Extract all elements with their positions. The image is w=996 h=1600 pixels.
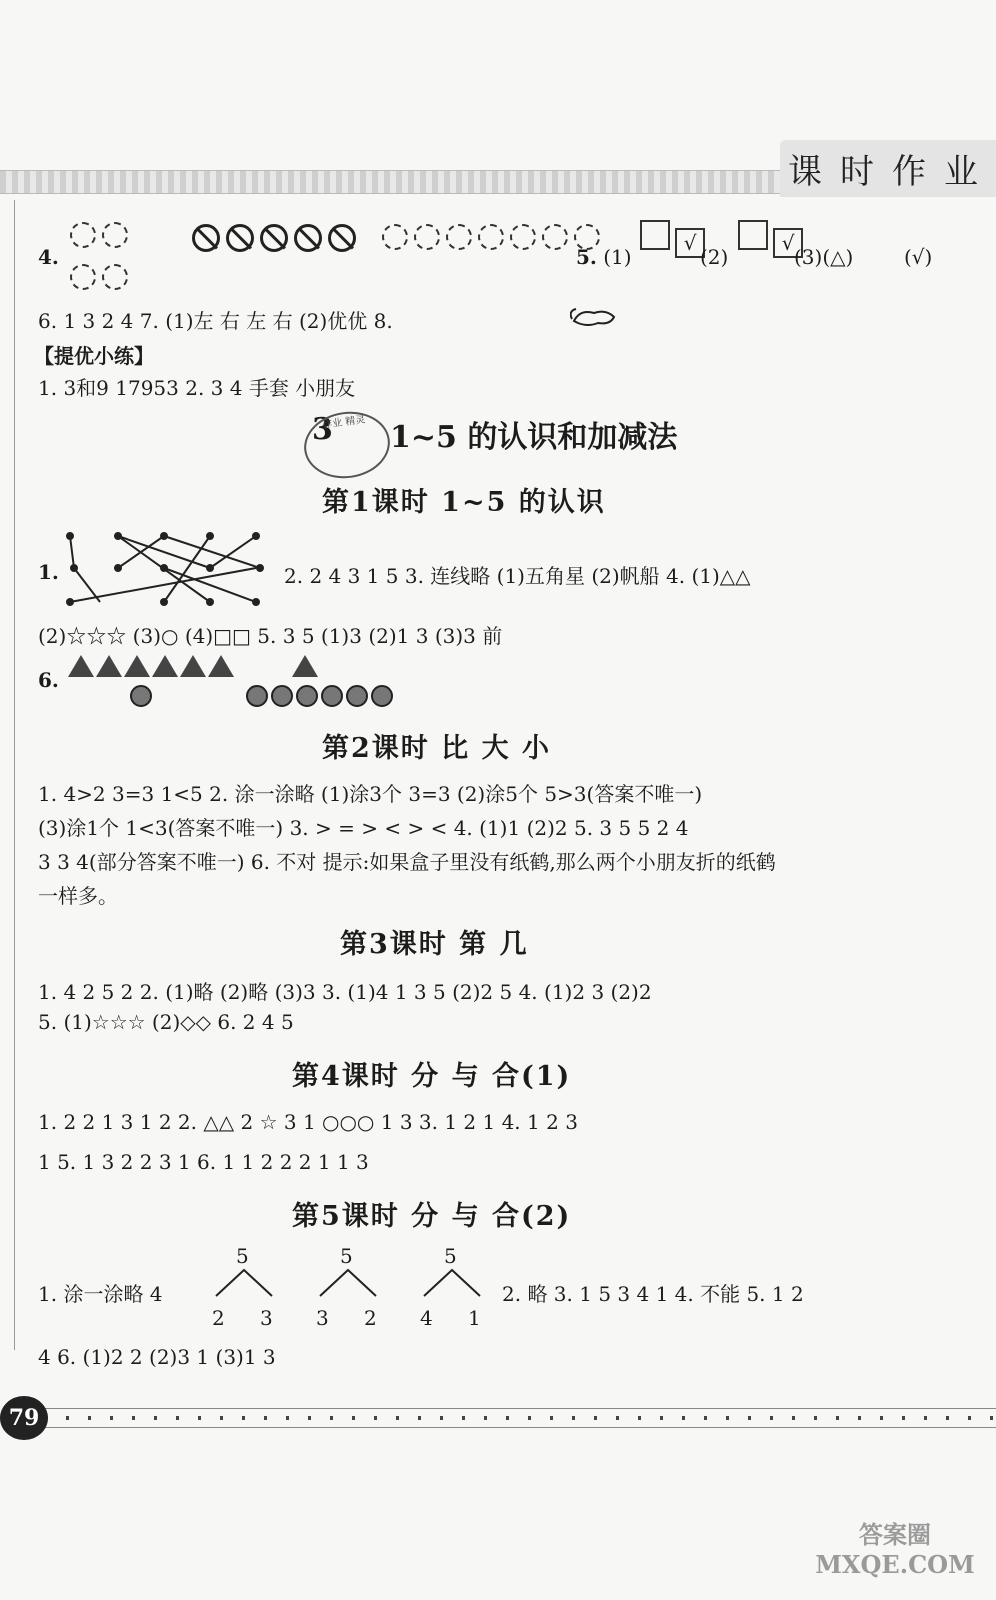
q5-part2: (2) <box>700 245 729 269</box>
page-number-badge: 79 <box>0 1396 48 1440</box>
empty-box-icon <box>738 220 768 250</box>
tree-top: 5 <box>340 1244 353 1268</box>
crossed-circles-group <box>192 224 362 256</box>
lesson5-line2: 4 6. (1)2 2 (2)3 1 (3)1 3 <box>38 1345 276 1369</box>
number-tree <box>208 1244 280 1334</box>
tree-left: 3 <box>316 1306 329 1330</box>
unit-title: 1~5 的认识和加减法 <box>390 420 678 455</box>
single-dot <box>130 685 155 711</box>
stamp-seal: 作业 精灵 <box>300 406 394 483</box>
triangle-icon <box>208 655 234 677</box>
answer-line-6-8: 6. 1 3 2 4 7. (1)左 右 左 右 (2)优优 8. <box>38 309 393 333</box>
lesson2-title: 第2课时 比 大 小 <box>322 733 551 764</box>
dashed-circle-icon <box>70 264 96 290</box>
number-tree <box>416 1244 488 1334</box>
triangle-icon <box>68 655 94 677</box>
q5-line <box>576 245 632 269</box>
dashed-circles-group-b <box>382 224 606 254</box>
dashed-circle-icon <box>382 224 408 250</box>
lesson4-line2: 1 5. 1 3 2 2 3 1 6. 1 1 2 2 2 1 1 3 <box>38 1150 369 1174</box>
lesson4-line1: 1. 2 2 1 3 1 2 2. △△ 2 ☆ 3 1 ○○○ 1 3 3. 1 2 1 4. 1 2 3 <box>38 1110 578 1134</box>
left-margin-line <box>14 200 15 1350</box>
tree-right: 1 <box>468 1306 481 1330</box>
dashed-circle-icon <box>70 222 96 248</box>
crossed-circle-icon <box>328 224 356 252</box>
lesson2-line3: 3 3 4(部分答案不唯一) 6. 不对 提示:如果盒子里没有纸鹤,那么两个小朋友折的纸鹤 <box>38 850 776 874</box>
dashed-circle-icon <box>414 224 440 250</box>
tiyou-heading: 【提优小练】 <box>34 344 154 368</box>
dashed-circle-icon <box>510 224 536 250</box>
lesson3-title: 第3课时 第 几 <box>340 929 529 960</box>
number-tree <box>312 1244 384 1334</box>
lesson5-title: 第5课时 分 与 合(2) <box>292 1201 572 1232</box>
tree-top: 5 <box>444 1244 457 1268</box>
lesson2-line2: (3)涂1个 1<3(答案不唯一) 3. > = > < > < 4. (1)1 (2)2 5. 3 5 5 2 4 <box>38 816 689 840</box>
dot-icon <box>271 685 293 707</box>
lesson3-line1: 1. 4 2 5 2 2. (1)略 (2)略 (3)3 3. (1)4 1 3 5 (2)2 5 4. (1)2 3 (2)2 <box>38 980 652 1004</box>
tree-top: 5 <box>236 1244 249 1268</box>
lesson2-line1: 1. 4>2 3=3 1<5 2. 涂一涂略 (1)涂3个 3=3 (2)涂5个 5>3(答案不唯一) <box>38 782 703 806</box>
single-triangle <box>292 655 320 681</box>
dashed-circle-icon <box>102 222 128 248</box>
checked-box-icon: √ <box>675 228 705 258</box>
dot-icon <box>296 685 318 707</box>
tree-left: 4 <box>420 1306 433 1330</box>
q5-part1: (1) <box>603 245 632 269</box>
dashed-circle-icon <box>542 224 568 250</box>
dashed-circle-icon <box>446 224 472 250</box>
triangle-icon <box>96 655 122 677</box>
dashed-circles-group-a <box>70 222 150 294</box>
dashed-circle-icon <box>102 264 128 290</box>
footer-dotted-border <box>44 1408 996 1428</box>
triangle-icon <box>292 655 318 677</box>
lesson1-title: 第1课时 1~5 的认识 <box>322 487 606 518</box>
crossed-circle-icon <box>192 224 220 252</box>
crossed-circle-icon <box>226 224 254 252</box>
dots-row <box>246 685 396 711</box>
q5-part3: (3)(△) <box>794 245 854 269</box>
mouse-icon <box>570 303 620 333</box>
dot-icon <box>130 685 152 707</box>
dot-icon <box>246 685 268 707</box>
lesson5-rest: 2. 略 3. 1 5 3 4 1 4. 不能 5. 1 2 <box>502 1282 804 1306</box>
q5-boxes-1 <box>640 220 705 258</box>
empty-box-icon <box>640 220 670 250</box>
tree-right: 2 <box>364 1306 377 1330</box>
crossed-circle-icon <box>260 224 288 252</box>
q5-label: 5. <box>576 245 597 269</box>
tree-left: 2 <box>212 1306 225 1330</box>
triangle-icon <box>180 655 206 677</box>
lesson1-q1-label: 1. <box>38 560 59 584</box>
triangle-icon <box>124 655 150 677</box>
lesson2-line4: 一样多。 <box>38 884 118 908</box>
tiyou-answers: 1. 3和9 17953 2. 3 4 手套 小朋友 <box>38 376 356 400</box>
triangle-icon <box>152 655 178 677</box>
dot-icon <box>371 685 393 707</box>
lesson1-q6-label: 6. <box>38 668 59 692</box>
q4-label: 4. <box>38 245 59 269</box>
dashed-circle-icon <box>478 224 504 250</box>
unit-number: 3 <box>312 412 333 447</box>
lesson1-line2: (2)☆☆☆ (3)○ (4)□□ 5. 3 5 (1)3 (2)1 3 (3)3 前 <box>38 624 503 648</box>
matching-lines-diagram <box>60 528 270 612</box>
checked-box-icon: √ <box>773 228 803 258</box>
lesson4-title: 第4课时 分 与 合(1) <box>292 1061 572 1092</box>
lesson3-line2: 5. (1)☆☆☆ (2)◇◇ 6. 2 4 5 <box>38 1010 294 1034</box>
watermark-logo: 答案圈 MXQE.COM <box>815 1520 975 1579</box>
q5-part4: (√) <box>904 245 933 269</box>
header-title: 课时作业 <box>780 140 996 197</box>
triangles-row <box>68 655 236 681</box>
lesson1-line1: 2. 2 4 3 1 5 3. 连线略 (1)五角星 (2)帆船 4. (1)△△ <box>284 564 751 588</box>
dot-icon <box>321 685 343 707</box>
dot-icon <box>346 685 368 707</box>
lesson5-q1: 1. 涂一涂略 4 <box>38 1282 163 1306</box>
crossed-circle-icon <box>294 224 322 252</box>
tree-right: 3 <box>260 1306 273 1330</box>
